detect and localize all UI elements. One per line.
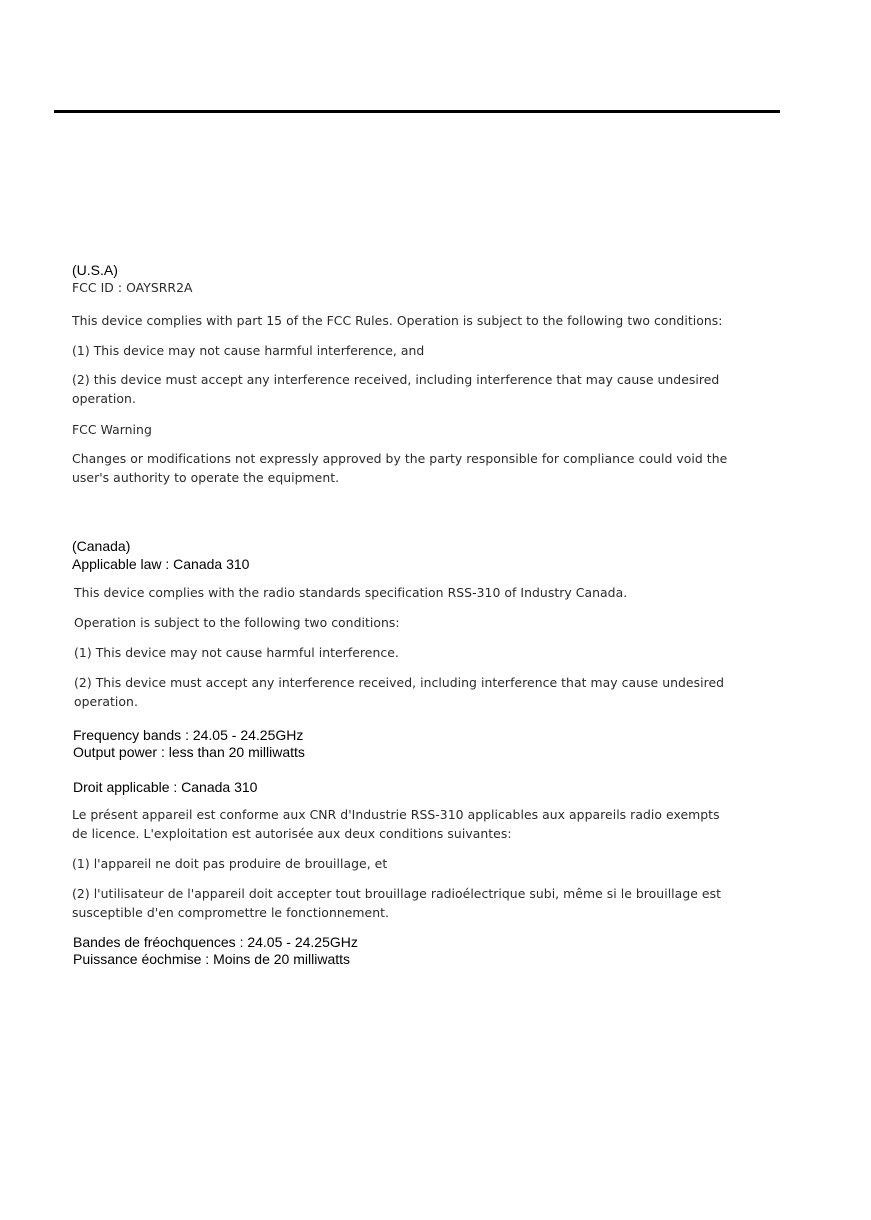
french-output-power: Puissance éochmise : Moins de 20 milliwatts xyxy=(73,951,351,967)
french-intro-line-2: de licence. L'exploitation est autorisée aux deux conditions suivantes: xyxy=(72,826,512,841)
french-condition-1: (1) l'appareil ne doit pas produire de brouillage, et xyxy=(72,856,388,871)
canada-spec: This device complies with the radio standards specification RSS-310 of Industry Canada. xyxy=(74,585,628,600)
fcc-warning-line-2: user's authority to operate the equipment. xyxy=(72,470,340,485)
canada-operation: Operation is subject to the following two conditions: xyxy=(74,615,400,630)
usa-intro: This device complies with part 15 of the FCC Rules. Operation is subject to the following two conditions: xyxy=(72,313,723,328)
canada-applicable-law: Applicable law : Canada 310 xyxy=(72,556,250,572)
usa-condition-1: (1) This device may not cause harmful interference, and xyxy=(72,343,425,358)
french-applicable-law: Droit applicable : Canada 310 xyxy=(73,779,258,795)
french-condition-2-line-2: susceptible d'en compromettre le fonctionnement. xyxy=(72,905,390,920)
usa-condition-2-line-2: operation. xyxy=(72,391,136,406)
fcc-warning-heading: FCC Warning xyxy=(72,422,152,437)
header-rule xyxy=(54,110,780,113)
fcc-warning-line-1: Changes or modifications not expressly approved by the party responsible for compliance could void the xyxy=(72,451,728,466)
canada-condition-1: (1) This device may not cause harmful interference. xyxy=(74,645,399,660)
canada-condition-2-line-2: operation. xyxy=(74,694,138,709)
fcc-id: FCC ID : OAYSRR2A xyxy=(72,280,193,295)
french-condition-2-line-1: (2) l'utilisateur de l'appareil doit accepter tout brouillage radioélectrique subi, même si le brouillage est xyxy=(72,886,721,901)
usa-region-heading: (U.S.A) xyxy=(72,262,118,278)
canada-region-heading: (Canada) xyxy=(72,538,131,554)
canada-frequency-bands: Frequency bands : 24.05 - 24.25GHz xyxy=(73,727,304,743)
usa-condition-2-line-1: (2) this device must accept any interference received, including interference that may cause undesired xyxy=(72,372,720,387)
french-frequency-bands: Bandes de fréochquences : 24.05 - 24.25GHz xyxy=(73,934,358,950)
canada-output-power: Output power : less than 20 milliwatts xyxy=(73,744,305,760)
canada-condition-2-line-1: (2) This device must accept any interference received, including interference that may cause undesired xyxy=(74,675,725,690)
french-intro-line-1: Le présent appareil est conforme aux CNR d'Industrie RSS-310 applicables aux appareils radio exempts xyxy=(72,807,720,822)
